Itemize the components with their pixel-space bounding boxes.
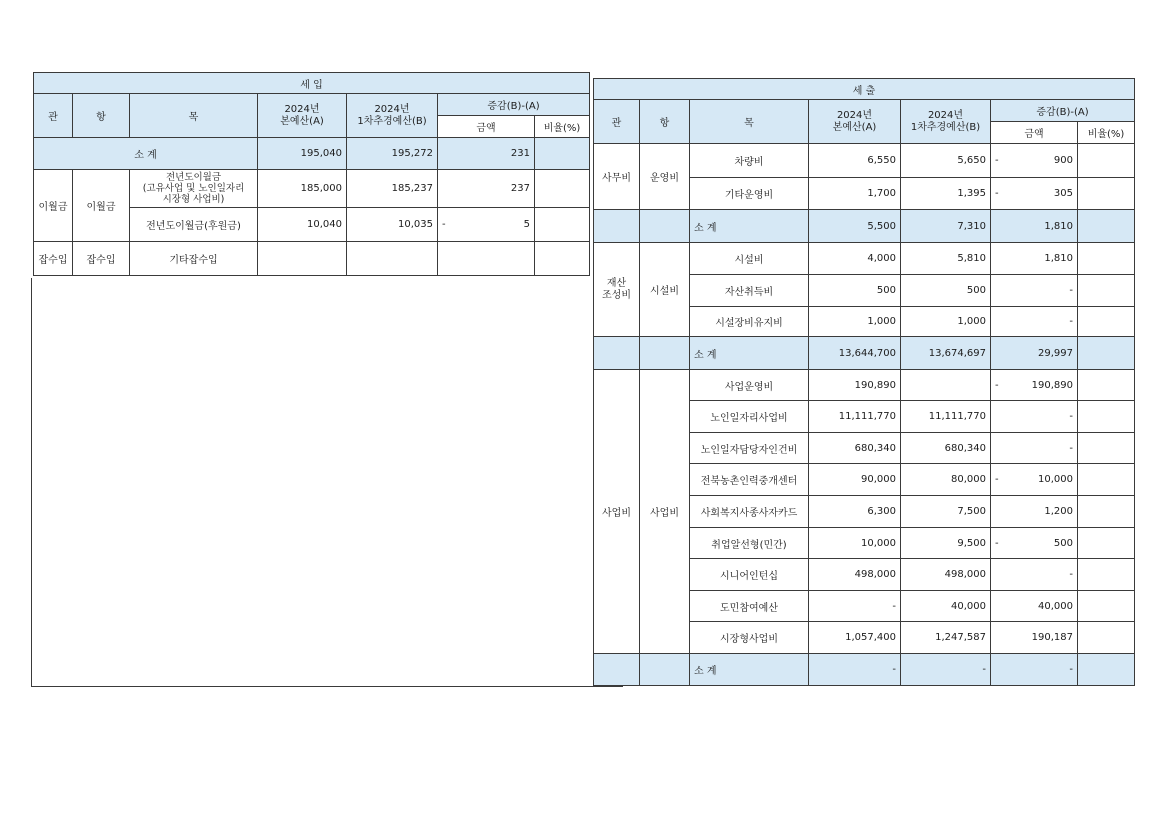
income-empty-area bbox=[31, 278, 584, 687]
expense-amount: 1,200 bbox=[991, 496, 1078, 528]
expense-title: 세 출 bbox=[594, 79, 1135, 100]
income-a: 185,000 bbox=[258, 170, 347, 208]
expense-ratio bbox=[1078, 337, 1135, 370]
header-hang: 항 bbox=[640, 100, 690, 144]
expense-ratio bbox=[1078, 622, 1135, 654]
divider-line bbox=[583, 686, 623, 687]
expense-b: 500 bbox=[901, 275, 991, 307]
expense-ratio bbox=[1078, 275, 1135, 307]
expense-a: 1,700 bbox=[809, 178, 901, 210]
income-gwan: 잡수입 bbox=[34, 242, 73, 276]
header-budget-a: 2024년 본예산(A) bbox=[258, 94, 347, 138]
income-b: 185,237 bbox=[347, 170, 438, 208]
header-gwan: 관 bbox=[594, 100, 640, 144]
expense-amount: 500 bbox=[1053, 537, 1073, 549]
expense-amount: 900 bbox=[1053, 155, 1073, 166]
expense-subtotal-label: 소 계 bbox=[690, 210, 809, 243]
expense-mok: 노인일자담당자인건비 bbox=[690, 433, 809, 464]
income-a: 10,040 bbox=[258, 208, 347, 242]
header-diff: 증감(B)-(A) bbox=[438, 94, 590, 116]
expense-b: - bbox=[901, 654, 991, 686]
expense-gwan bbox=[594, 210, 640, 243]
header-budget-b: 2024년 1차추경예산(B) bbox=[901, 100, 991, 144]
expense-amount: - bbox=[991, 559, 1078, 591]
header-ratio: 비율(%) bbox=[1078, 122, 1135, 144]
expense-amount: - bbox=[991, 307, 1078, 337]
expense-a: 5,500 bbox=[809, 210, 901, 243]
expense-a: - bbox=[809, 591, 901, 622]
income-ratio bbox=[535, 170, 590, 208]
income-ratio bbox=[535, 242, 590, 276]
income-subtotal-b: 195,272 bbox=[347, 138, 438, 170]
expense-amount: 305 bbox=[1053, 188, 1073, 199]
header-hang: 항 bbox=[73, 94, 130, 138]
expense-mok: 도민참여예산 bbox=[690, 591, 809, 622]
expense-amount: 10,000 bbox=[1038, 474, 1073, 485]
expense-amount: 1,810 bbox=[991, 210, 1078, 243]
expense-mok: 시설장비유지비 bbox=[690, 307, 809, 337]
expense-a: - bbox=[809, 654, 901, 686]
expense-hang bbox=[640, 654, 690, 686]
income-ratio bbox=[535, 208, 590, 242]
income-gwan: 이월금 bbox=[34, 170, 73, 242]
expense-a: 1,000 bbox=[809, 307, 901, 337]
expense-gwan bbox=[594, 337, 640, 370]
expense-ratio bbox=[1078, 307, 1135, 337]
expense-a: 11,111,770 bbox=[809, 401, 901, 433]
expense-ratio bbox=[1078, 433, 1135, 464]
expense-mok: 자산취득비 bbox=[690, 275, 809, 307]
expense-b: 680,340 bbox=[901, 433, 991, 464]
expense-amount: - bbox=[991, 401, 1078, 433]
minus-sign: - bbox=[995, 379, 999, 391]
expense-mok: 취업알선형(민간) bbox=[690, 528, 809, 559]
expense-mok: 시장형사업비 bbox=[690, 622, 809, 654]
expense-b: 1,000 bbox=[901, 307, 991, 337]
income-mok: 전년도이월금(후원금) bbox=[130, 208, 258, 242]
expense-amount: 40,000 bbox=[991, 591, 1078, 622]
expense-subtotal-label: 소 계 bbox=[690, 337, 809, 370]
income-b: 10,035 bbox=[347, 208, 438, 242]
income-subtotal-ratio bbox=[535, 138, 590, 170]
expense-ratio bbox=[1078, 243, 1135, 275]
expense-gwan bbox=[594, 654, 640, 686]
expense-b: 1,247,587 bbox=[901, 622, 991, 654]
expense-subtotal-label: 소 계 bbox=[690, 654, 809, 686]
expense-amount: - bbox=[991, 654, 1078, 686]
expense-a: 90,000 bbox=[809, 464, 901, 496]
expense-mok: 노인일자리사업비 bbox=[690, 401, 809, 433]
expense-ratio bbox=[1078, 591, 1135, 622]
header-budget-b: 2024년 1차추경예산(B) bbox=[347, 94, 438, 138]
income-hang: 잡수입 bbox=[73, 242, 130, 276]
expense-hang bbox=[640, 337, 690, 370]
expense-ratio bbox=[1078, 528, 1135, 559]
expense-a: 680,340 bbox=[809, 433, 901, 464]
header-gwan: 관 bbox=[34, 94, 73, 138]
header-diff: 증감(B)-(A) bbox=[991, 100, 1135, 122]
expense-ratio bbox=[1078, 654, 1135, 686]
expense-amount: - bbox=[991, 433, 1078, 464]
expense-b: 5,650 bbox=[901, 144, 991, 178]
expense-hang: 시설비 bbox=[640, 243, 690, 337]
expense-ratio bbox=[1078, 144, 1135, 178]
expense-b: 11,111,770 bbox=[901, 401, 991, 433]
expense-a: 498,000 bbox=[809, 559, 901, 591]
expense-mok: 시니어인턴십 bbox=[690, 559, 809, 591]
income-table bbox=[33, 72, 590, 276]
expense-gwan: 사무비 bbox=[594, 144, 640, 210]
expense-a: 6,550 bbox=[809, 144, 901, 178]
expense-ratio bbox=[1078, 464, 1135, 496]
expense-hang: 운영비 bbox=[640, 144, 690, 210]
income-amount: 5 bbox=[523, 219, 530, 230]
expense-b: 9,500 bbox=[901, 528, 991, 559]
minus-sign: - bbox=[442, 219, 446, 230]
header-mok: 목 bbox=[130, 94, 258, 138]
expense-b: 5,810 bbox=[901, 243, 991, 275]
minus-sign: - bbox=[995, 188, 999, 199]
minus-sign: - bbox=[995, 537, 999, 549]
expense-a: 1,057,400 bbox=[809, 622, 901, 654]
income-amount bbox=[438, 242, 535, 276]
expense-mok: 차량비 bbox=[690, 144, 809, 178]
expense-a: 4,000 bbox=[809, 243, 901, 275]
expense-a: 190,890 bbox=[809, 370, 901, 401]
expense-mok: 시설비 bbox=[690, 243, 809, 275]
expense-ratio bbox=[1078, 496, 1135, 528]
income-subtotal-a: 195,040 bbox=[258, 138, 347, 170]
expense-amount: 190,187 bbox=[991, 622, 1078, 654]
expense-amount: 190,890 bbox=[1031, 379, 1073, 391]
expense-ratio bbox=[1078, 559, 1135, 591]
header-ratio: 비율(%) bbox=[535, 116, 590, 138]
minus-sign: - bbox=[995, 155, 999, 166]
expense-hang bbox=[640, 210, 690, 243]
expense-b: 1,395 bbox=[901, 178, 991, 210]
income-amount: 237 bbox=[438, 170, 535, 208]
expense-b: 13,674,697 bbox=[901, 337, 991, 370]
expense-a: 13,644,700 bbox=[809, 337, 901, 370]
expense-b: 498,000 bbox=[901, 559, 991, 591]
header-amount: 금액 bbox=[991, 122, 1078, 144]
expense-a: 500 bbox=[809, 275, 901, 307]
income-a bbox=[258, 242, 347, 276]
expense-mok: 사업운영비 bbox=[690, 370, 809, 401]
expense-b: 80,000 bbox=[901, 464, 991, 496]
expense-b: 7,500 bbox=[901, 496, 991, 528]
income-mok: 전년도이월금 (고유사업 및 노인일자리 시장형 사업비) bbox=[130, 170, 258, 208]
expense-gwan: 사업비 bbox=[594, 370, 640, 654]
income-mok: 기타잡수입 bbox=[130, 242, 258, 276]
income-b bbox=[347, 242, 438, 276]
income-subtotal-label: 소 계 bbox=[34, 138, 258, 170]
expense-ratio bbox=[1078, 370, 1135, 401]
header-amount: 금액 bbox=[438, 116, 535, 138]
minus-sign: - bbox=[995, 474, 999, 485]
expense-mok: 사회복지사종사자카드 bbox=[690, 496, 809, 528]
expense-mok: 전북농촌인력중개센터 bbox=[690, 464, 809, 496]
expense-a: 6,300 bbox=[809, 496, 901, 528]
expense-hang: 사업비 bbox=[640, 370, 690, 654]
expense-amount: - bbox=[991, 275, 1078, 307]
header-mok: 목 bbox=[690, 100, 809, 144]
expense-a: 10,000 bbox=[809, 528, 901, 559]
expense-gwan: 재산 조성비 bbox=[594, 243, 640, 337]
expense-table bbox=[593, 78, 1135, 686]
expense-ratio bbox=[1078, 401, 1135, 433]
expense-b: 40,000 bbox=[901, 591, 991, 622]
expense-mok: 기타운영비 bbox=[690, 178, 809, 210]
expense-b bbox=[901, 370, 991, 401]
income-hang: 이월금 bbox=[73, 170, 130, 242]
expense-ratio bbox=[1078, 210, 1135, 243]
expense-b: 7,310 bbox=[901, 210, 991, 243]
header-budget-a: 2024년 본예산(A) bbox=[809, 100, 901, 144]
income-title: 세 입 bbox=[34, 73, 590, 94]
expense-amount: 1,810 bbox=[991, 243, 1078, 275]
expense-ratio bbox=[1078, 178, 1135, 210]
income-subtotal-amount: 231 bbox=[438, 138, 535, 170]
expense-amount: 29,997 bbox=[991, 337, 1078, 370]
